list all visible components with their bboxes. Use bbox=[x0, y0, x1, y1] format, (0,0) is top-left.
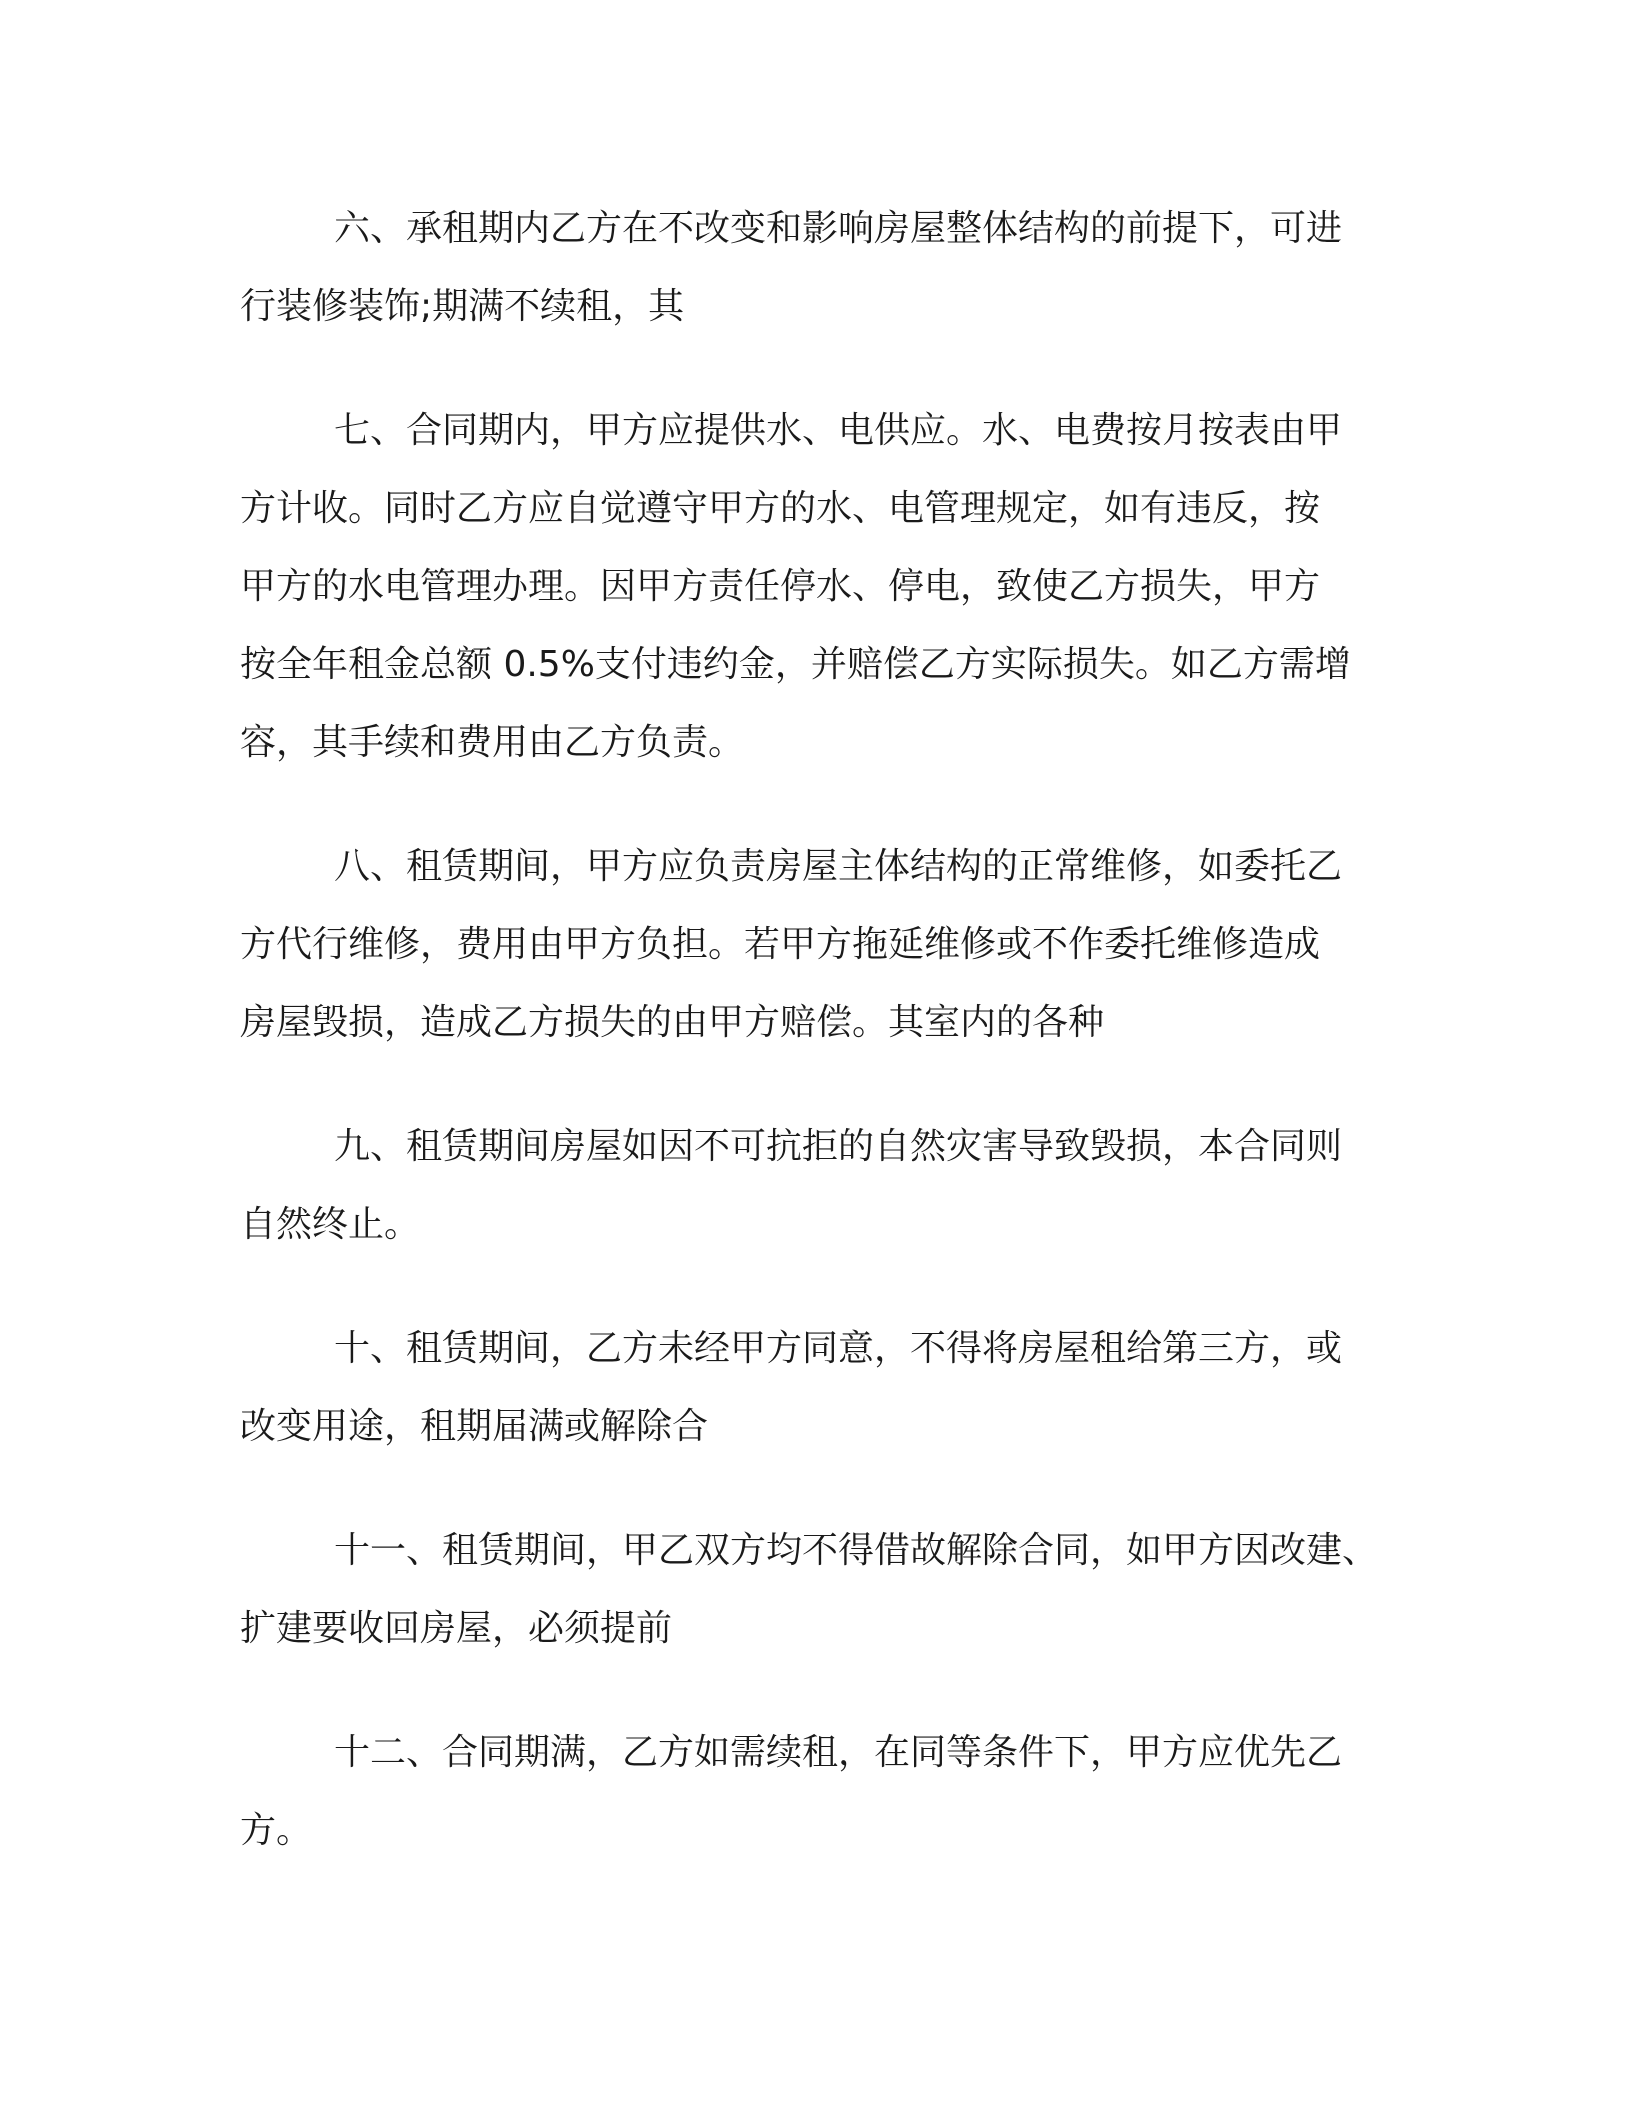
clause-line: 七、合同期内，甲方应提供水、电供应。水、电费按月按表由甲 bbox=[334, 410, 1343, 451]
clause-line: 改变用途，租期届满或解除合 bbox=[240, 1406, 709, 1447]
clause-line: 八、租赁期间，甲方应负责房屋主体结构的正常维修，如委托乙 bbox=[334, 846, 1343, 887]
clause-line: 扩建要收回房屋，必须提前 bbox=[240, 1608, 673, 1649]
clause-line: 行装修装饰;期满不续租，其 bbox=[240, 286, 685, 327]
clause-line: 十二、合同期满，乙方如需续租，在同等条件下，甲方应优先乙 bbox=[334, 1732, 1343, 1773]
clause-line: 甲方的水电管理办理。因甲方责任停水、停电，致使乙方损失，甲方 bbox=[240, 566, 1321, 607]
clause-6 bbox=[240, 190, 1380, 346]
clause-line: 十一、租赁期间，甲乙双方均不得借故解除合同，如甲方因改建、 bbox=[334, 1530, 1379, 1571]
clause-line: 按全年租金总额 0.5%支付违约金，并赔偿乙方实际损失。如乙方需增 bbox=[240, 644, 1351, 685]
clause-9 bbox=[240, 1108, 1380, 1264]
clause-line: 方代行维修，费用由甲方负担。若甲方拖延维修或不作委托维修造成 bbox=[240, 924, 1321, 965]
clause-10 bbox=[240, 1310, 1380, 1466]
clause-line: 房屋毁损，造成乙方损失的由甲方赔偿。其室内的各种 bbox=[240, 1002, 1105, 1043]
clause-11 bbox=[240, 1512, 1380, 1668]
clause-7 bbox=[240, 392, 1380, 782]
document-body bbox=[240, 190, 1380, 1916]
clause-line: 九、租赁期间房屋如因不可抗拒的自然灾害导致毁损，本合同则 bbox=[334, 1126, 1343, 1167]
clause-8 bbox=[240, 828, 1380, 1062]
clause-line: 自然终止。 bbox=[240, 1204, 421, 1245]
clause-line: 六、承租期内乙方在不改变和影响房屋整体结构的前提下，可进 bbox=[334, 208, 1343, 249]
clause-12 bbox=[240, 1714, 1380, 1870]
clause-line: 方。 bbox=[240, 1810, 313, 1851]
clause-line: 方计收。同时乙方应自觉遵守甲方的水、电管理规定，如有违反，按 bbox=[240, 488, 1321, 529]
clause-line: 十、租赁期间，乙方未经甲方同意，不得将房屋租给第三方，或 bbox=[334, 1328, 1343, 1369]
clause-line: 容，其手续和费用由乙方负责。 bbox=[240, 722, 745, 763]
